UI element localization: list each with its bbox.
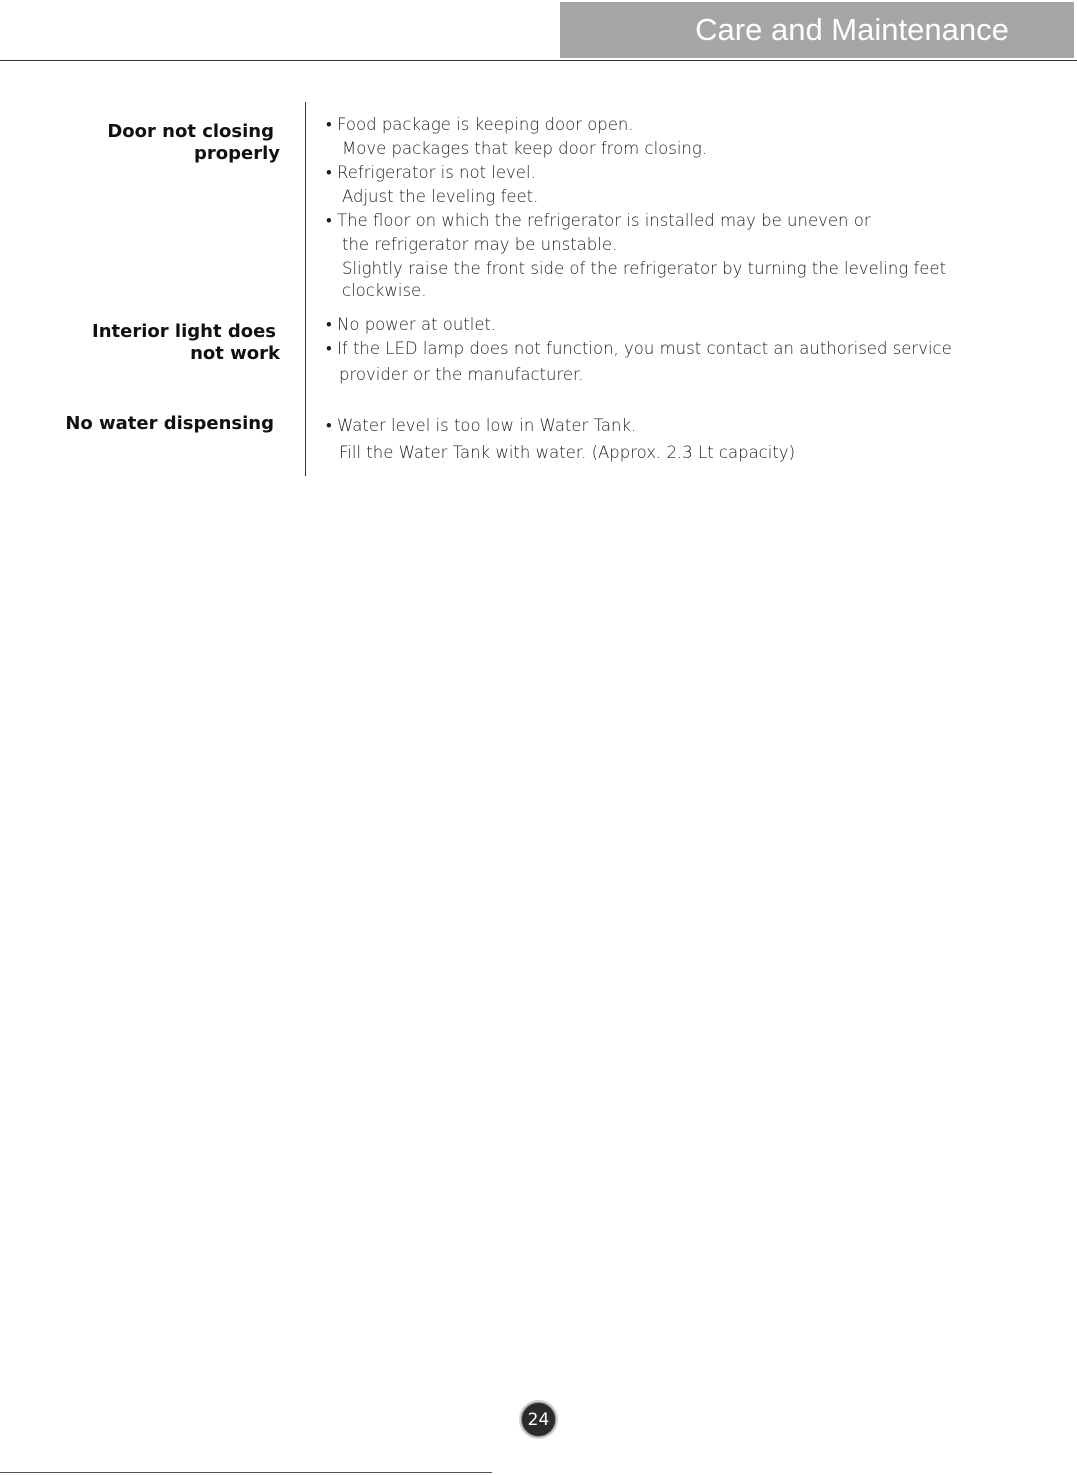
problem-light xyxy=(40,321,280,365)
solution-door-line: Move packages that keep door from closing. xyxy=(342,139,708,158)
footer-divider xyxy=(0,1472,492,1473)
solution-door-line: • Food package is keeping door open. xyxy=(326,115,634,134)
solution-light-line: provider or the manufacturer. xyxy=(339,365,584,384)
solution-water-line: • Water level is too low in Water Tank. xyxy=(326,416,637,435)
section-title: Care and Maintenance xyxy=(695,12,1009,47)
section-header xyxy=(560,2,1074,58)
solution-water-line: Fill the Water Tank with water. (Approx. 2.3 Lt capacity) xyxy=(339,443,796,462)
solution-door-line: • The floor on which the refrigerator is installed may be uneven or xyxy=(326,211,871,230)
solution-door-line: Adjust the leveling feet. xyxy=(342,187,539,206)
header-divider xyxy=(0,60,1077,61)
page-number: 24 xyxy=(527,1409,550,1430)
problem-door-line-2: properly xyxy=(193,143,280,164)
problem-water-line-1: No water dispensing xyxy=(65,413,274,434)
column-divider xyxy=(305,102,306,476)
page-number-badge xyxy=(521,1402,556,1437)
solution-door-line: clockwise. xyxy=(342,281,427,300)
solution-light-line: • No power at outlet. xyxy=(326,315,497,334)
solution-door-line: • Refrigerator is not level. xyxy=(326,163,536,182)
problem-door-line-1: Door not closing xyxy=(107,121,274,142)
solution-door-line: Slightly raise the front side of the refrigerator by turning the leveling feet xyxy=(342,259,947,278)
problem-water xyxy=(40,413,274,435)
solution-door-line: the refrigerator may be unstable. xyxy=(342,235,618,254)
solution-light-line: • If the LED lamp does not function, you must contact an authorised service xyxy=(326,339,952,358)
problem-door xyxy=(40,121,280,165)
problem-light-line-2: not work xyxy=(190,343,280,364)
problem-light-line-1: Interior light does xyxy=(92,321,276,342)
